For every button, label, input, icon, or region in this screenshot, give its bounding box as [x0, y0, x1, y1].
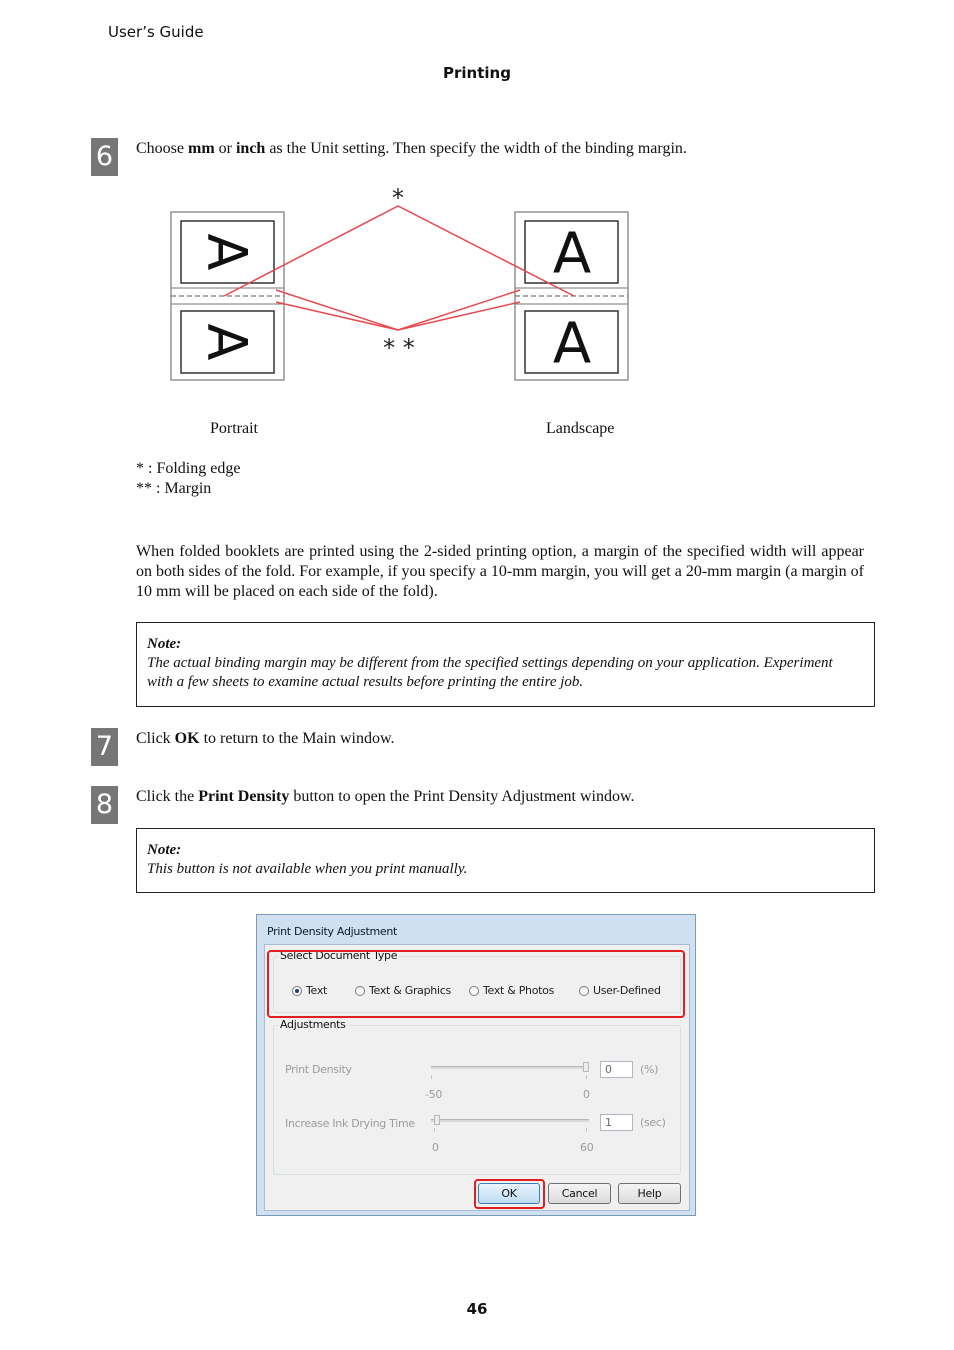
- landscape-diagram: [515, 212, 628, 380]
- step-6-text-part: Choose: [136, 140, 188, 157]
- print-density-min: -50: [425, 1088, 443, 1101]
- print-density-dialog: [256, 914, 696, 1216]
- step-number-8: 8: [91, 786, 118, 824]
- ink-drying-slider[interactable]: [431, 1119, 589, 1122]
- step-7-text-part: to return to the Main window.: [199, 730, 395, 747]
- step-7-text: [136, 729, 395, 749]
- portrait-lower-letter: A: [195, 323, 259, 361]
- note-text: The actual binding margin may be different from the specified settings depending on your application. Experiment with a few sheets to examine actual results before printing the entire job.: [147, 655, 833, 690]
- help-button[interactable]: Help: [618, 1183, 681, 1204]
- legend-margin: ** : Margin: [136, 480, 212, 497]
- step-6-text-part: as the Unit setting. Then specify the width of the binding margin.: [265, 140, 687, 157]
- radio-label-text-graphics: Text & Graphics: [369, 984, 451, 997]
- margin-leader: [276, 290, 398, 330]
- ink-drying-label: Increase Ink Drying Time: [285, 1117, 415, 1130]
- print-density-label: Print Density: [285, 1063, 352, 1076]
- cancel-button[interactable]: Cancel: [548, 1183, 611, 1204]
- slider-tick: [586, 1075, 587, 1079]
- document-type-group-label: Select Document Type: [280, 949, 398, 962]
- adjustments-group-label: Adjustments: [280, 1018, 346, 1031]
- ink-drying-max: 60: [580, 1141, 594, 1154]
- step-7-bold-ok: OK: [174, 730, 200, 747]
- step-7-text-part: Click: [136, 730, 175, 747]
- note-box-binding-margin: [136, 622, 875, 707]
- slider-tick: [434, 1128, 435, 1132]
- step-8-text-part: button to open the Print Density Adjustment window.: [289, 788, 635, 805]
- step-6-bold-mm: mm: [188, 140, 215, 157]
- legend-folding-edge: * : Folding edge: [136, 460, 241, 477]
- dialog-client-area: [264, 944, 690, 1211]
- landscape-lower-letter: A: [552, 311, 592, 377]
- slider-tick: [431, 1075, 432, 1079]
- portrait-diagram: [171, 212, 284, 380]
- landscape-upper-letter: A: [552, 221, 592, 287]
- margin-leader: [398, 290, 520, 330]
- radio-label-text-photos: Text & Photos: [483, 984, 555, 997]
- page-number: 46: [466, 1300, 488, 1318]
- step-number-7: 7: [91, 728, 118, 766]
- ink-drying-min: 0: [432, 1141, 439, 1154]
- step-8-bold-print-density: Print Density: [198, 788, 290, 805]
- radio-label-text: Text: [306, 984, 328, 997]
- step-6-bold-inch: inch: [235, 140, 266, 157]
- portrait-label: Portrait: [210, 420, 258, 437]
- note-text: This button is not available when you print manually.: [147, 861, 468, 877]
- ok-button[interactable]: OK: [478, 1183, 540, 1204]
- step-number-6: 6: [91, 138, 118, 176]
- folding-edge-mark: *: [392, 184, 404, 212]
- body-paragraph: When folded booklets are printed using the 2-sided printing option, a margin of the specified width will appear on both sides of the fold. For example, if you specify a 10-mm margin, you will get a 20-mm margin (a margin of 10 mm will be placed on each side of the fold).: [136, 543, 864, 600]
- section-title: Printing: [443, 64, 511, 82]
- print-density-unit: (%): [640, 1063, 659, 1076]
- running-head: User’s Guide: [108, 23, 204, 41]
- print-density-input[interactable]: 0: [600, 1061, 633, 1078]
- binding-margin-figure: [160, 180, 650, 395]
- ink-drying-slider-thumb[interactable]: [434, 1115, 440, 1125]
- document-type-highlight: [267, 950, 685, 1018]
- margin-leader: [398, 302, 520, 330]
- print-density-slider[interactable]: [431, 1066, 589, 1069]
- slider-tick: [586, 1128, 587, 1132]
- note-box-print-density: [136, 828, 875, 893]
- print-density-max: 0: [583, 1088, 590, 1101]
- landscape-label: Landscape: [546, 420, 615, 437]
- portrait-upper-letter: A: [195, 233, 259, 271]
- radio-label-user-defined: User-Defined: [593, 984, 661, 997]
- dialog-title: Print Density Adjustment: [267, 925, 398, 938]
- step-6-text: [136, 139, 687, 159]
- ok-button-highlight: [474, 1179, 545, 1209]
- step-8-text-part: Click the: [136, 788, 199, 805]
- margin-leader: [276, 302, 398, 330]
- step-6-text-part: or: [214, 140, 236, 157]
- note-heading: Note:: [147, 636, 182, 652]
- print-density-slider-thumb[interactable]: [583, 1062, 589, 1072]
- step-8-text: [136, 787, 635, 807]
- note-heading: Note:: [147, 842, 182, 858]
- margin-mark: * *: [383, 334, 415, 362]
- adjustments-group: [273, 1025, 681, 1175]
- ink-drying-input[interactable]: 1: [600, 1114, 633, 1131]
- ink-drying-unit: (sec): [640, 1116, 666, 1129]
